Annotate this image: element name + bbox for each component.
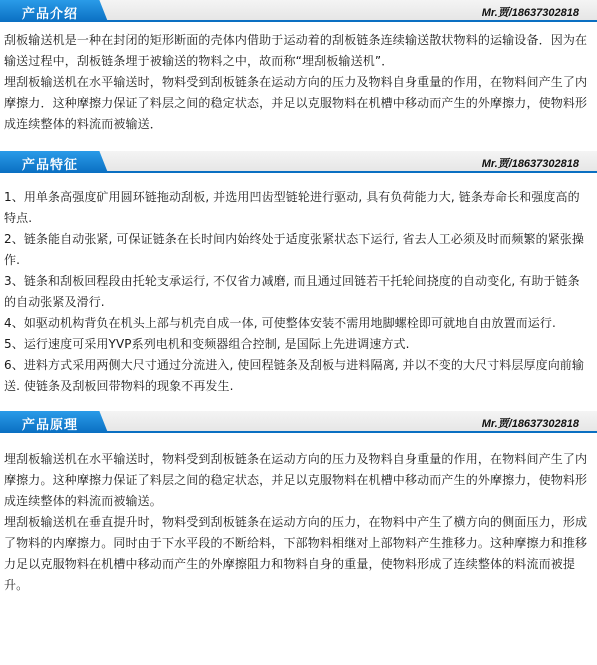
section-body bbox=[0, 22, 597, 135]
section-title: 产品原理 bbox=[22, 418, 79, 433]
section-product-intro bbox=[0, 0, 597, 135]
section-body bbox=[0, 173, 597, 397]
section-product-principle bbox=[0, 411, 597, 596]
feature-item: 4、如驱动机构背负在机头上部与机壳自成一体, 可使整体安装不需用地脚螺栓即可就地自由放置而运行. bbox=[4, 316, 556, 330]
feature-item: 1、用单条高强度矿用圆环链拖动刮板, 并选用凹齿型链轮进行驱动, 具有负荷能力大, 链条寿命长和强度高的特点. bbox=[4, 190, 580, 225]
feature-item: 3、链条和刮板回程段由托轮支承运行, 不仅省力减磨, 而且通过回链若干托轮间挠度的自动变化, 有助于链条的自动张紧及滑行. bbox=[4, 274, 580, 309]
contact-info: Mr.贾/18637302818 bbox=[481, 418, 579, 430]
feature-item: 2、链条能自动张紧, 可保证链条在长时间内始终处于适度张紧状态下运行, 省去人工必须及时而频繁的紧张操作. bbox=[4, 232, 584, 267]
feature-item: 5、运行速度可采用YVP系列电机和变频器组合控制, 是国际上先进调速方式. bbox=[4, 337, 410, 351]
paragraph: 埋刮板输送机在水平输送时，物料受到刮板链条在运动方向的压力及物料自身重量的作用，在物料间产生了内摩擦力。这种摩擦力保证了料层之间的稳定状态，并足以克服物料在机槽中移动而产生的外摩擦力，使物料形成连续整体的料流而被输送。 bbox=[4, 452, 588, 508]
paragraph: 刮板输送机是一种在封闭的矩形断面的壳体内借助于运动着的刮板链条连续输送散状物料的运输设备．因为在输送过程中，刮板链条埋于被输送的物料之中，故而称“埋刮板输送机”． bbox=[4, 33, 588, 68]
section-header bbox=[0, 151, 597, 173]
section-title: 产品介绍 bbox=[22, 7, 79, 22]
contact-info: Mr.贾/18637302818 bbox=[481, 7, 579, 19]
section-title: 产品特征 bbox=[22, 158, 79, 173]
section-body bbox=[0, 433, 597, 596]
contact-info: Mr.贾/18637302818 bbox=[481, 158, 579, 170]
feature-item: 6、进料方式采用两侧大尺寸通过分流进入, 使回程链条及刮板与进料隔离, 并以不变的大尺寸料层厚度向前输送. 使链条及刮板回带物料的现象不再发生. bbox=[4, 358, 584, 393]
paragraph: 埋刮板输送机在水平输送时，物料受到刮板链条在运动方向的压力及物料自身重量的作用，在物料间产生了内摩擦力．这种摩擦力保证了料层之间的稳定状态，并足以克服物料在机槽中移动而产生的外摩擦力，使物料形成连续整体的料流而被输送． bbox=[4, 75, 588, 131]
section-header bbox=[0, 0, 597, 22]
paragraph: 埋刮板输送机在垂直提升时，物料受到刮板链条在运动方向的压力，在物料中产生了横方向的侧面压力，形成了物料的内摩擦力。同时由于下水平段的不断给料，下部物料相继对上部物料产生推移力。这种摩擦力和推移力足以克服物料在机槽中移动而产生的外摩擦阻力和物料自身的重量，使物料形成了连续整体的料流而被提升。 bbox=[4, 515, 588, 592]
section-product-features bbox=[0, 151, 597, 397]
section-header bbox=[0, 411, 597, 433]
